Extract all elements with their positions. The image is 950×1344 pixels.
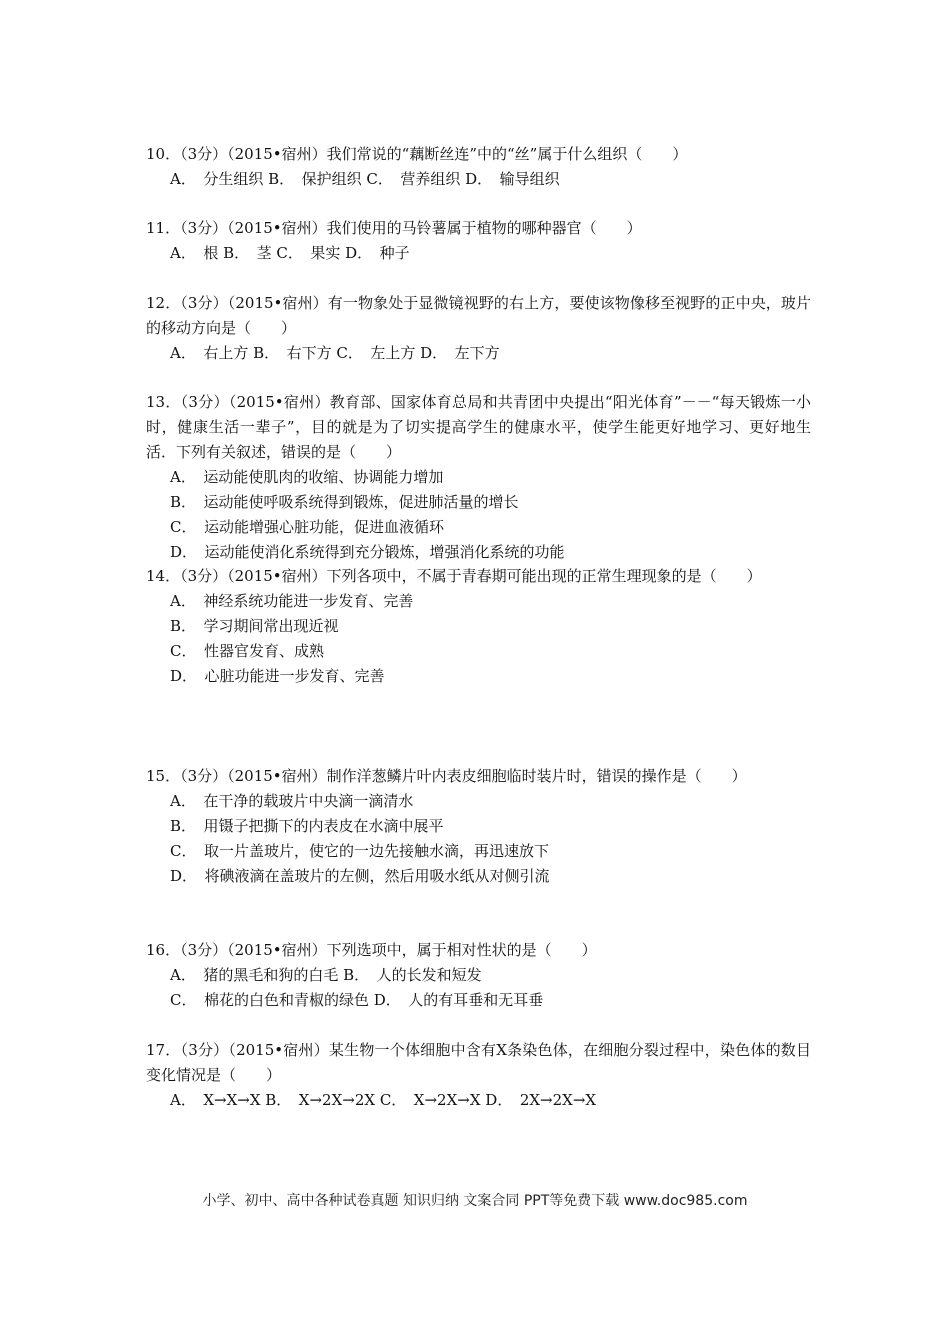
question-stem: 16．（3分）（2015•宿州）下列选项中，属于相对性状的是（ ） — [146, 941, 597, 959]
question-stem: 13．（3分）（2015•宿州）教育部、国家体育总局和共青团中央提出“阳光体育”－－“每天锻炼一小时，健康生活一辈子”，目的就是为了切实提高学生的健康水平，使学生能更好地学习、更好地生活．下列有关叙述，错误的是（ ） — [146, 393, 811, 461]
question-option: A． 根 B． 茎 C． 果实 D． 种子 — [170, 244, 410, 262]
question-option: C． 运动能增强心脏功能，促进血液循环 — [170, 518, 444, 536]
question-stem: 17．（3分）（2015•宿州）某生物一个体细胞中含有X条染色体，在细胞分裂过程中，染色体的数目变化情况是（ ） — [146, 1041, 811, 1084]
question-16 — [146, 938, 811, 1013]
question-stem: 12．（3分）（2015•宿州）有一物象处于显微镜视野的右上方，要使该物像移至视野的正中央，玻片的移动方向是（ ） — [146, 294, 811, 337]
question-option: A． 分生组织 B． 保护组织 C． 营养组织 D． 输导组织 — [170, 170, 560, 188]
question-stem: 15．（3分）（2015•宿州）制作洋葱鳞片叶内表皮细胞临时装片时，错误的操作是（ ） — [146, 767, 747, 785]
question-option: D． 运动能使消化系统得到充分锻炼，增强消化系统的功能 — [170, 543, 565, 561]
question-option: A． 右上方 B． 右下方 C． 左上方 D． 左下方 — [170, 344, 500, 362]
question-option: A． 神经系统功能进一步发育、完善 — [170, 592, 414, 610]
question-15 — [146, 764, 811, 889]
page-footer: 小学、初中、高中各种试卷真题 知识归纳 文案合同 PPT等免费下载 www.doc985.com — [202, 1193, 748, 1209]
question-option: C． 性器官发育、成熟 — [170, 642, 324, 660]
question-option: B． 学习期间常出现近视 — [170, 617, 339, 635]
question-10 — [146, 142, 811, 192]
question-option: D． 将碘液滴在盖玻片的左侧，然后用吸水纸从对侧引流 — [170, 867, 550, 885]
question-13 — [146, 390, 811, 565]
question-12 — [146, 291, 811, 366]
question-option: D． 心脏功能进一步发育、完善 — [170, 667, 385, 685]
question-option: A． 运动能使肌肉的收缩、协调能力增加 — [170, 468, 444, 486]
question-11 — [146, 216, 811, 266]
question-stem: 10．（3分）（2015•宿州）我们常说的“藕断丝连”中的“丝”属于什么组织（ ） — [146, 145, 688, 163]
question-option: A． 在干净的载玻片中央滴一滴清水 — [170, 792, 414, 810]
question-option: B． 用镊子把撕下的内表皮在水滴中展平 — [170, 817, 444, 835]
question-14 — [146, 564, 811, 689]
question-option: A． 猪的黑毛和狗的白毛 B． 人的长发和短发 — [170, 966, 482, 984]
question-option: C． 棉花的白色和青椒的绿色 D． 人的有耳垂和无耳垂 — [170, 991, 544, 1009]
question-option: B． 运动能使呼吸系统得到锻炼，促进肺活量的增长 — [170, 493, 519, 511]
question-stem: 11．（3分）（2015•宿州）我们使用的马铃薯属于植物的哪种器官（ ） — [146, 219, 642, 237]
question-17 — [146, 1038, 811, 1113]
question-option: A． X→X→X B． X→2X→2X C． X→2X→X D． 2X→2X→X — [170, 1091, 597, 1109]
question-stem: 14．（3分）（2015•宿州）下列各项中，不属于青春期可能出现的正常生理现象的是（ ） — [146, 567, 762, 585]
question-option: C． 取一片盖玻片，使它的一边先接触水滴，再迅速放下 — [170, 842, 549, 860]
